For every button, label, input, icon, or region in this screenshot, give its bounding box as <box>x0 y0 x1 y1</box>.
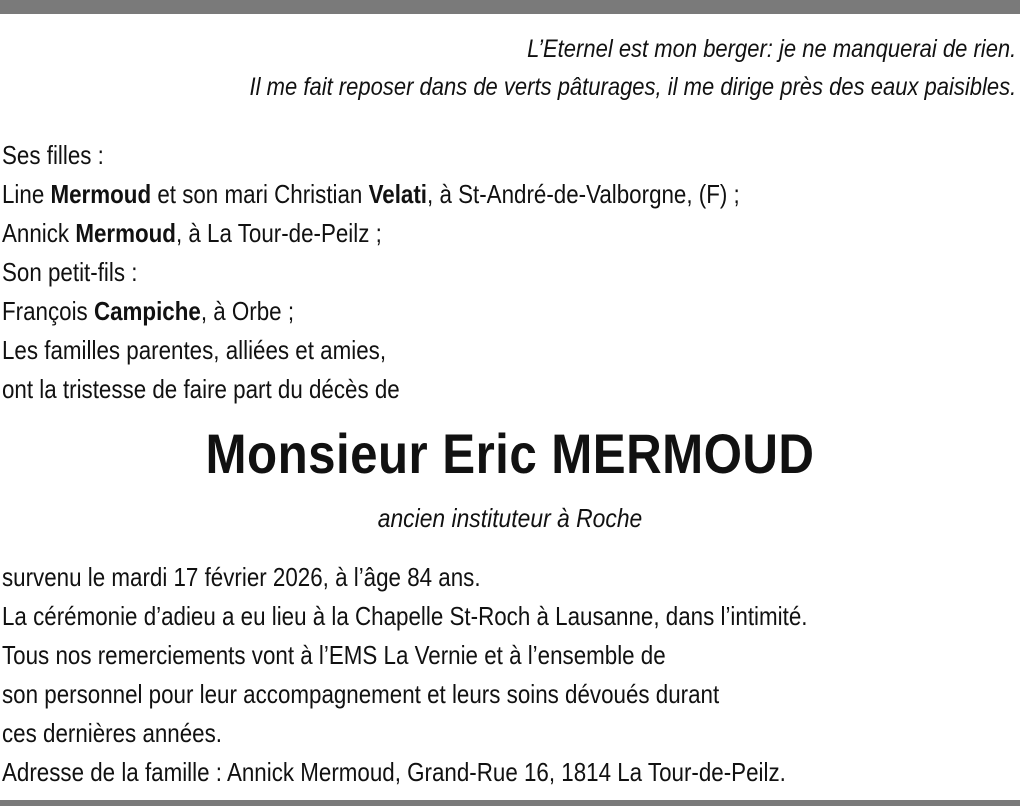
quote-line-1: L’Eternel est mon berger: je ne manquerai de rien. <box>526 35 1016 63</box>
grandson-location: , à Orbe ; <box>200 296 295 326</box>
family-address: Adresse de la famille : Annick Mermoud, Grand-Rue 16, 1814 La Tour-de-Peilz. <box>2 757 786 787</box>
top-border-rule <box>0 0 1020 14</box>
details-line-4: son personnel pour leur accompagnement et leurs soins dévoués durant <box>2 679 720 709</box>
daughter-1 <box>2 175 740 214</box>
grandson-heading: Son petit-fils : <box>2 257 138 287</box>
daughter-1-location: , à St-André-de-Valborgne, (F) ; <box>427 179 740 209</box>
daughter-2-firstname: Annick <box>2 218 76 248</box>
family-announcement <box>2 136 740 409</box>
deceased-name: Monsieur Eric MERMOUD <box>205 422 815 485</box>
details-line-5: ces dernières années. <box>2 718 223 748</box>
details-line-1: survenu le mardi 17 février 2026, à l’âge 84 ans. <box>2 562 481 592</box>
grandson-surname: Campiche <box>93 296 201 326</box>
grandson <box>2 292 740 331</box>
grandson-firstname: François <box>2 296 94 326</box>
daughter-2-surname: Mermoud <box>75 218 176 248</box>
daughter-2 <box>2 214 740 253</box>
daughter-1-surname: Mermoud <box>50 179 152 209</box>
ceremony-details <box>2 558 807 792</box>
deceased-role: ancien instituteur à Roche <box>377 503 643 533</box>
daughters-heading: Ses filles : <box>2 140 104 170</box>
quote-line-2: Il me fait reposer dans de verts pâturages, il me dirige près des eaux paisibles. <box>249 73 1016 101</box>
daughter-1-firstname: Line <box>2 179 51 209</box>
obituary-notice <box>0 14 1020 800</box>
psalm-quote <box>249 30 1016 106</box>
daughter-1-spouse-surname: Velati <box>368 179 428 209</box>
announcement-line: ont la tristesse de faire part du décès de <box>2 374 400 404</box>
daughter-1-spouse-text: et son mari Christian <box>151 179 369 209</box>
daughter-2-location: , à La Tour-de-Peilz ; <box>175 218 382 248</box>
details-line-3: Tous nos remerciements vont à l’EMS La Vernie et à l’ensemble de <box>2 640 666 670</box>
bottom-border-rule <box>0 800 1020 806</box>
relatives-line: Les familles parentes, alliées et amies, <box>2 335 387 365</box>
details-line-2: La cérémonie d’adieu a eu lieu à la Chapelle St-Roch à Lausanne, dans l’intimité. <box>2 601 808 631</box>
